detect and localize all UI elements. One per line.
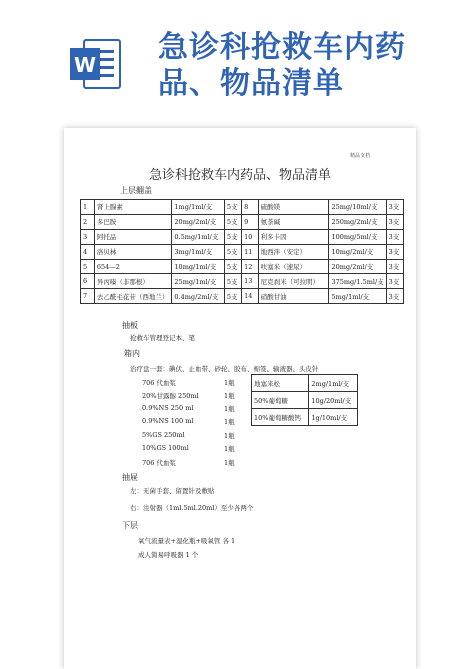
table-cell: 8 — [242, 200, 259, 215]
table-cell: 3支 — [386, 214, 403, 229]
section-top: 上层翻盖 — [120, 186, 152, 195]
fluid-item: 706 代血浆 — [142, 459, 176, 467]
table-cell: 3 — [81, 229, 95, 244]
fluid-qty: 1瓶 — [224, 445, 235, 453]
table-cell: 14 — [242, 289, 259, 304]
table-cell: 0.4mg/2ml/支 — [172, 289, 224, 304]
table-cell: 10mg/1ml/支 — [172, 259, 224, 274]
table-cell: 13 — [242, 274, 259, 289]
table-cell: 10mg/2ml/支 — [329, 244, 386, 259]
table-cell: 洛贝林 — [94, 244, 172, 259]
table-cell: 3支 — [386, 229, 403, 244]
banner — [0, 0, 474, 118]
banner-title: 急诊科抢救车内药品、物品清单 — [158, 30, 406, 101]
section-lower: 下层 — [122, 521, 138, 530]
section-drawer: 抽板 — [122, 321, 138, 330]
table-cell: 地西泮（安定） — [258, 244, 329, 259]
svg-text:W: W — [73, 53, 97, 77]
table-cell: 阿托品 — [94, 229, 172, 244]
table-row — [252, 375, 358, 392]
table-row — [81, 200, 404, 215]
table-cell: 0.5mg/1ml/支 — [172, 229, 224, 244]
table-cell: 9 — [242, 214, 259, 229]
box-line: 治疗盘一套：碘伏、止血带、砂轮、胶布、棉签、输液器、头皮针 — [130, 365, 319, 373]
table-cell: 375mg/1.5ml/支 — [329, 274, 386, 289]
fluid-qty: 1瓶 — [224, 432, 235, 440]
word-icon — [68, 36, 124, 92]
section-screen: 抽屉 — [122, 473, 138, 482]
table-cell: 呋塞米（速尿） — [258, 259, 329, 274]
table-row — [81, 229, 404, 244]
table-row — [252, 409, 358, 426]
fluid-qty: 1瓶 — [224, 405, 235, 413]
fluid-qty: 1瓶 — [224, 392, 235, 400]
table-cell: 3mg/1ml/支 — [172, 244, 224, 259]
table-cell: 20mg/2ml/支 — [172, 214, 224, 229]
drawer-item: 抢救车管理登记本、笔 — [130, 334, 195, 342]
table-cell: 去乙酰毛花苷（西地兰） — [94, 289, 172, 304]
table-cell: 2mg/1ml/支 — [309, 375, 358, 392]
table-cell: 地塞米松 — [252, 375, 309, 392]
table-cell: 利多卡因 — [258, 229, 329, 244]
table-cell: 3支 — [386, 244, 403, 259]
table-cell: 多巴胺 — [94, 214, 172, 229]
table-cell: 硫酸镁 — [258, 200, 329, 215]
table-cell: 10 — [242, 229, 259, 244]
table-cell: 3支 — [386, 200, 403, 215]
side-table — [251, 374, 358, 426]
table-cell: 11 — [242, 244, 259, 259]
screen-left: 左：无菌手套、留置针及敷贴 — [130, 487, 215, 495]
table-cell: 尼克刹米（可拉明） — [258, 274, 329, 289]
fluid-item: 0.9%NS 100 ml — [142, 417, 194, 425]
fluid-qty: 1瓶 — [224, 418, 235, 426]
table-cell: 5支 — [224, 214, 241, 229]
table-cell: 6 — [81, 274, 95, 289]
table-cell: 7 — [81, 289, 95, 304]
table-cell: 100mg/5ml/支 — [329, 229, 386, 244]
table-cell: 3支 — [386, 289, 403, 304]
table-row — [81, 214, 404, 229]
table-cell: 1mg/1ml/支 — [172, 200, 224, 215]
table-cell: 5支 — [224, 229, 241, 244]
fluid-item: 5%GS 250ml — [142, 431, 185, 439]
main-table — [80, 199, 404, 304]
lower-line-2: 成人简易呼吸器 1 个 — [138, 551, 199, 559]
table-row — [81, 274, 404, 289]
table-cell: 4 — [81, 244, 95, 259]
table-cell: 氨茶碱 — [258, 214, 329, 229]
table-cell: 5支 — [224, 289, 241, 304]
table-cell: 5支 — [224, 244, 241, 259]
table-cell: 1g/10ml/支 — [309, 409, 358, 426]
table-cell: 12 — [242, 259, 259, 274]
table-cell: 肾上腺素 — [94, 200, 172, 215]
table-cell: 654—2 — [94, 259, 172, 274]
table-cell: 5支 — [224, 274, 241, 289]
table-cell: 10g/20ml/支 — [309, 392, 358, 409]
table-cell: 3支 — [386, 259, 403, 274]
table-row — [81, 259, 404, 274]
doc-title: 急诊科抢救车内药品、物品清单 — [148, 168, 331, 183]
fluid-qty: 1瓶 — [224, 379, 235, 387]
fluid-item: 0.9%NS 250 ml — [142, 404, 194, 412]
table-row — [81, 289, 404, 304]
table-cell: 硝酸甘油 — [258, 289, 329, 304]
table-cell: 5支 — [224, 200, 241, 215]
table-cell: 2 — [81, 214, 95, 229]
table-row — [252, 392, 358, 409]
table-cell: 20mg/2ml/支 — [329, 259, 386, 274]
table-cell: 异丙嗪（非那根） — [94, 274, 172, 289]
table-cell: 25mg/1ml/支 — [172, 274, 224, 289]
lower-line-1: 氧气流量表+湿化瓶+吸氧管 各 1 — [138, 537, 236, 545]
table-cell: 25mg/10ml/支 — [329, 200, 386, 215]
fluid-item: 20%甘露醇 250ml — [142, 392, 199, 400]
table-cell: 3支 — [386, 274, 403, 289]
table-cell: 5 — [81, 259, 95, 274]
table-cell: 250mg/2ml/支 — [329, 214, 386, 229]
table-row — [81, 244, 404, 259]
screen-right: 右：注射器（1ml.5ml.20ml）至少各两个 — [130, 504, 254, 512]
doc-header: 精品文档 — [349, 153, 370, 159]
table-cell: 5mg/1ml/支 — [329, 289, 386, 304]
fluid-qty: 1瓶 — [224, 459, 235, 467]
table-cell: 5支 — [224, 259, 241, 274]
section-box: 箱内 — [124, 349, 140, 358]
table-cell: 1 — [81, 200, 95, 215]
table-cell: 50%葡萄糖 — [252, 392, 309, 409]
fluid-item: 706 代血浆 — [142, 379, 176, 387]
document-page — [64, 128, 416, 669]
table-cell: 10%葡萄糖酸钙 — [252, 409, 309, 426]
fluid-item: 10%GS 100ml — [142, 444, 189, 452]
